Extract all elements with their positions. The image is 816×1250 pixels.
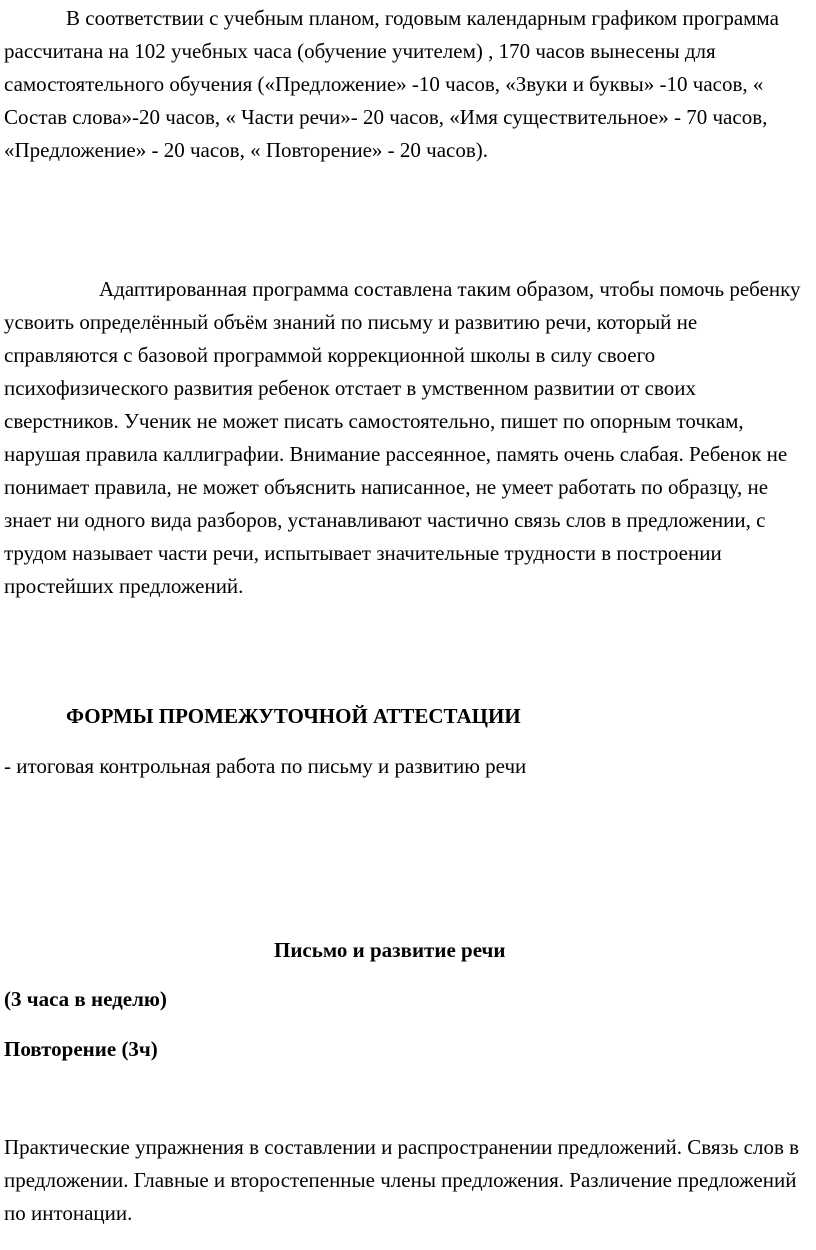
paragraph-study-plan: В соответствии с учебным планом, годовым календарным графиком программа рассчитана на 102 учебных часа (обучение учителем) , 170 часов вынесены для самостоятельного обучения («Предложение» -10 часов, «Звуки и буквы» -10 часов, « Состав слова»-20 часов, « Части речи»- 20 часов, «Имя существительное» - 70 часов, «Предложение» - 20 часов, « Повторение» - 20 часов). [4, 6, 779, 162]
attestation-heading: ФОРМЫ ПРОМЕЖУТОЧНОЙ АТТЕСТАЦИИ [66, 704, 521, 728]
paragraph-adapted-program: Адаптированная программа составлена таким образом, чтобы помочь ребенку усвоить определённый объём знаний по письму и развитию речи, который не справляются с базовой программой коррекционной школы в силу своего психофизического развития ребенок отстает в умственном развитии от своих сверстников. Ученик не может писать самостоятельно, пишет по опорным точкам, нарушая правила каллиграфии. Внимание рассеянное, память очень слабая. Ребенок не понимает правила, не может объяснить написанное, не умеет работать по образцу, не знает ни одного вида разборов, устанавливают частично связь слов в предложении, с трудом называет части речи, испытывает значительные трудности в построении простейших предложений. [4, 277, 801, 598]
subject-heading: Письмо и развитие речи [274, 938, 506, 962]
attestation-item: - итоговая контрольная работа по письму и развитию речи [4, 754, 527, 778]
section-title: Повторение (3ч) [4, 1037, 158, 1061]
paragraph-exercises: Практические упражнения в составлении и распространении предложений. Связь слов в предложении. Главные и второстепенные члены предложения. Различение предложений по интонации. [4, 1135, 800, 1225]
hours-per-week: (3 часа в неделю) [4, 987, 167, 1011]
